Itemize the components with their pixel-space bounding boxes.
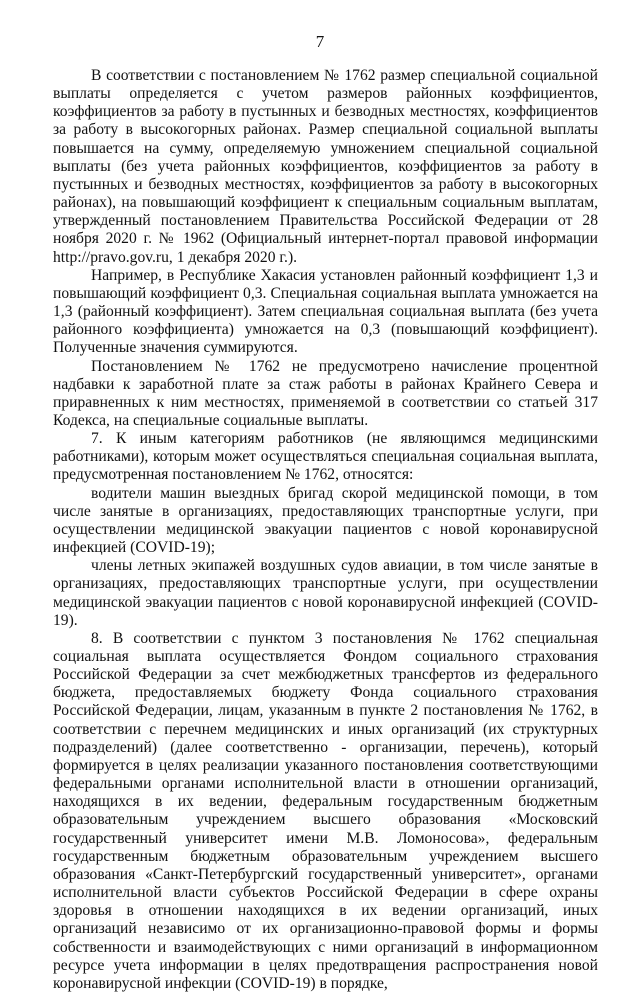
paragraph-item-8: 8. В соответствии с пунктом 3 постановления № 1762 специальная социальная выплата осуществляется Фондом социального страхования Российской Федерации за счет межбюджетных трансфертов из федерального бюджета, предоставляемых бюджету Фонда социального страхования Российской Федерации, лицам, указанным в пункте 2 постановления № 1762, в соответствии с перечнем медицинских и иных организаций (их структурных подразделений) (далее соответственно - организации, перечень), который формируется в целях реализации указанного постановления соответствующими федеральными органами исполнительной власти в отношении организаций, находящихся в их ведении, федеральным государственным бюджетным образовательным учреждением высшего образования «Московский государственный университет имени М.В. Ломоносова», федеральным государственным бюджетным образовательным учреждением высшего образования «Санкт-Петербургский государственный университет», органами исполнительной власти субъектов Российской Федерации в сфере охраны здоровья в отношении находящихся в их ведении организаций, иных организаций независимо от их организационно-правовой формы и формы собственности и взаимодействующих с ними организаций в информационном ресурсе учета информации в целях предотвращения распространения новой коронавирусной инфекции (COVID-19) в порядке, <box>53 629 598 992</box>
paragraph-northern-allowance: Постановлением № 1762 не предусмотрено начисление процентной надбавки к заработной плате за стаж работы в районах Крайнего Севера и приравненных к ним местностях, применяемой в соответствии со статьей 317 Кодекса, на специальные социальные выплаты. <box>53 357 598 429</box>
paragraph-khakassia-example: Например, в Республике Хакасия установлен районный коэффициент 1,3 и повышающий коэффициент 0,3. Специальная социальная выплата умножается на 1,3 (районный коэффициент). Затем специальная социальная выплата (без учета районного коэффициента) умножается на 0,3 (повышающий коэффициент). Полученные значения суммируются. <box>53 266 598 357</box>
paragraph-flight-crews: члены летных экипажей воздушных судов авиации, в том числе занятые в организациях, предоставляющих транспортные услуги, при осуществлении медицинской эвакуации пациентов с новой коронавирусной инфекцией (COVID-19). <box>53 557 598 629</box>
paragraph-item-7: 7. К иным категориям работников (не являющимся медицинскими работниками), которым может осуществляться специальная социальная выплата, предусмотренная постановлением № 1762, относятся: <box>53 430 598 484</box>
paragraph-coefficients: В соответствии с постановлением № 1762 размер специальной социальной выплаты определяется с учетом размеров районных коэффициентов, коэффициентов за работу в пустынных и безводных местностях, коэффициентов за работу в высокогорных районах. Размер специальной социальной выплаты повышается на сумму, определяемую умножением специальной социальной выплаты (без учета районных коэффициентов, коэффициентов за работу в пустынных и безводных местностях, коэффициентов за работу в высокогорных районах), на повышающий коэффициент к специальным социальным выплатам, утвержденный постановлением Правительства Российской Федерации от 28 ноября 2020 г. № 1962 (Официальный интернет-портал правовой информации http://pravo.gov.ru, 1 декабря 2020 г.). <box>53 67 598 266</box>
document-body <box>53 67 598 993</box>
paragraph-ambulance-drivers: водители машин выездных бригад скорой медицинской помощи, в том числе занятые в организациях, предоставляющих транспортные услуги, при осуществлении медицинской эвакуации пациентов с новой коронавирусной инфекцией (COVID-19); <box>53 484 598 557</box>
page-number: 7 <box>315 32 325 51</box>
